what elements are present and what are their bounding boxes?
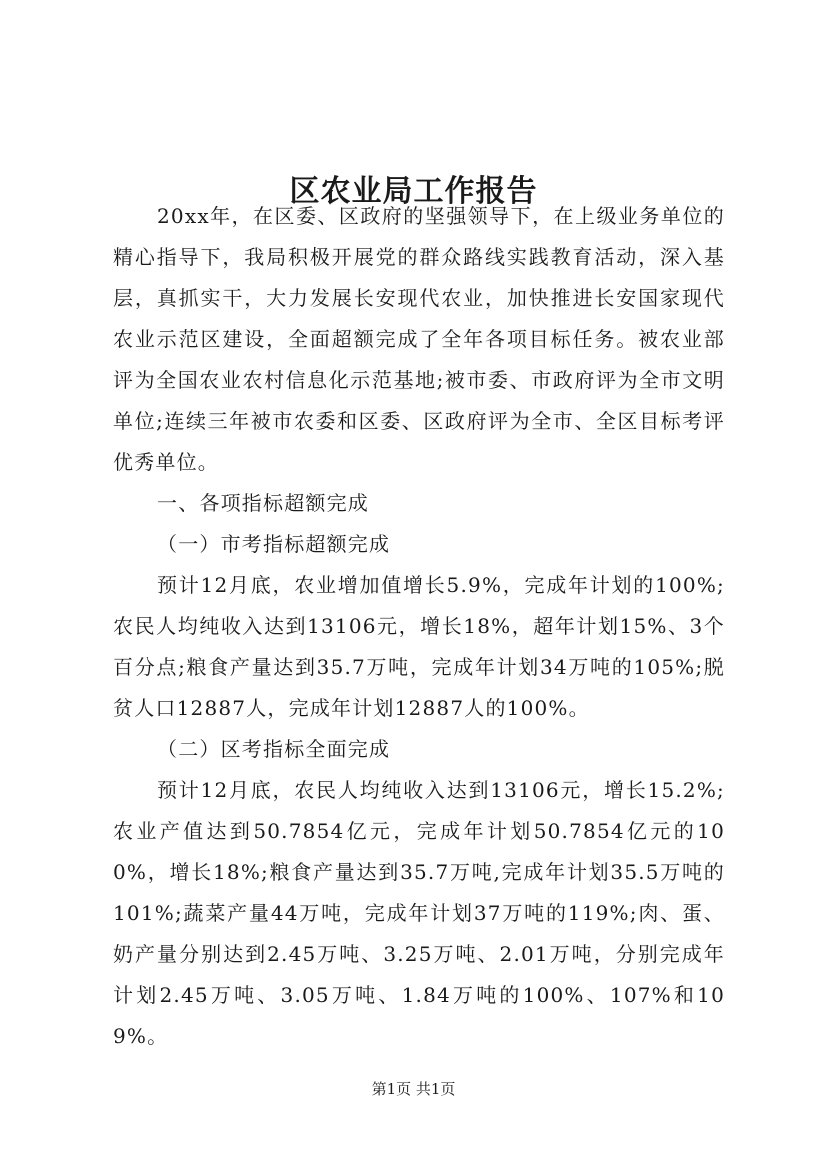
subsection-heading-1-1: （一）市考指标超额完成 — [157, 532, 391, 556]
page-footer: 第1页 共1页 — [371, 1080, 456, 1098]
district-targets-paragraph: 预计12月底，农民人均纯收入达到13106元，增长15.2%;农业产值达到50.7854亿元，完成年计划50.7854亿元的100%，增长18%;粮食产量达到35.7万吨,完成年计划35.5万吨的101%;蔬菜产量44万吨，完成年计划37万吨的119%;肉、蛋、奶产量分别达到2.45万吨、3.25万吨、2.01万吨，分别完成年计划2.45万吨、3.05万吨、1.84万吨的100%、107%和109%。 — [113, 778, 725, 1048]
intro-paragraph: 20xx年，在区委、区政府的坚强领导下，在上级业务单位的精心指导下，我局积极开展党的群众路线实践教育活动，深入基层，真抓实干，大力发展长安现代农业，加快推进长安国家现代农业示范区建设，全面超额完成了全年各项目标任务。被农业部评为全国农业农村信息化示范基地;被市委、市政府评为全市文明单位;连续三年被市农委和区委、区政府评为全市、全区目标考评优秀单位。 — [113, 204, 725, 474]
section-heading-1: 一、各项指标超额完成 — [157, 491, 369, 515]
city-targets-paragraph: 预计12月底，农业增加值增长5.9%，完成年计划的100%;农民人均纯收入达到13106元，增长18%，超年计划15%、3个百分点;粮食产量达到35.7万吨，完成年计划34万吨的105%;脱贫人口12887人，完成年计划12887人的100%。 — [113, 573, 725, 720]
document-title: 区农业局工作报告 — [289, 174, 538, 210]
subsection-heading-1-2: （二）区考指标全面完成 — [157, 737, 391, 761]
document-body — [113, 196, 725, 1057]
